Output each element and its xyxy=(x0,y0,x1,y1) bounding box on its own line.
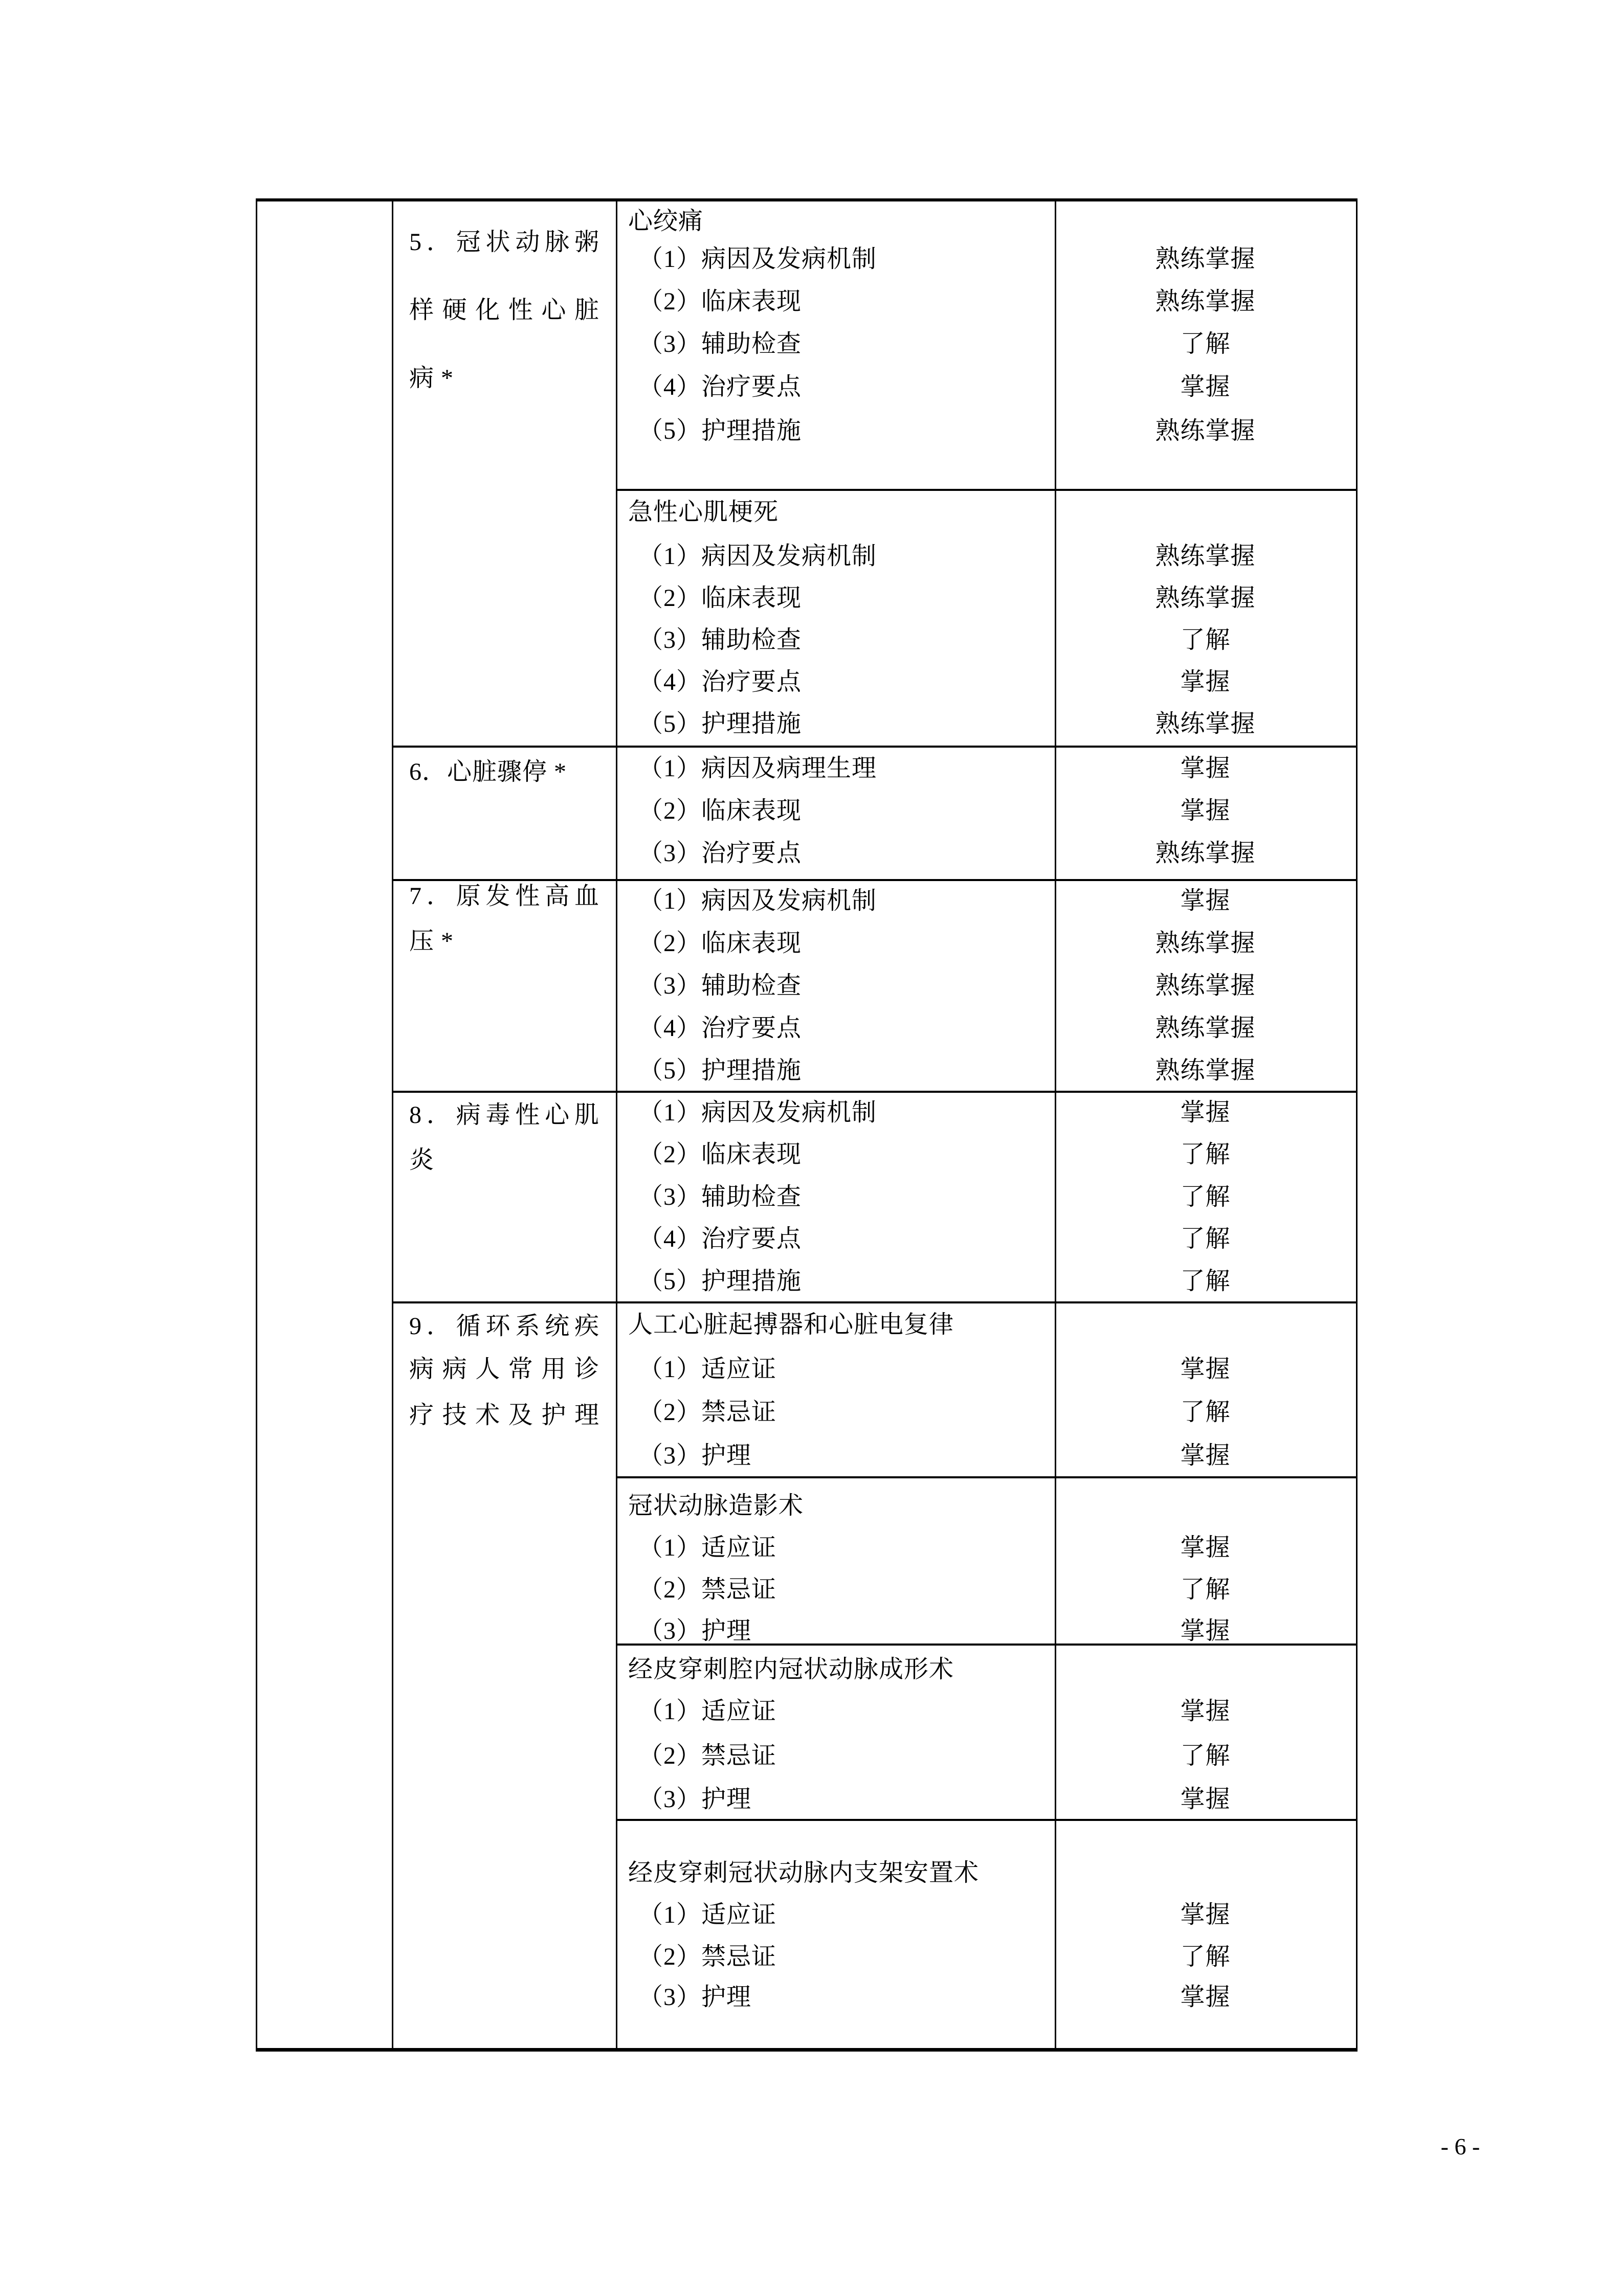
item-label: （3）辅助检查 xyxy=(638,626,802,654)
item-label: （1）病因及发病机制 xyxy=(638,245,877,273)
table-border-bottom xyxy=(256,2048,1358,2052)
item-label: （4）治疗要点 xyxy=(638,1015,802,1042)
item-label: （1）病因及发病机制 xyxy=(638,543,877,570)
item-level: 熟练掌握 xyxy=(1155,930,1256,957)
section-title-line: 压 * xyxy=(409,928,454,955)
item-level: 了解 xyxy=(1180,1576,1231,1603)
item-label: （2）临床表现 xyxy=(638,1141,802,1168)
item-label: （1）适应证 xyxy=(638,1698,777,1725)
item-label: （2）临床表现 xyxy=(638,584,802,612)
item-label: （4）治疗要点 xyxy=(638,1225,802,1252)
section-title-line: 样硬化性心脏 xyxy=(409,297,599,324)
block-header: 人工心脏起搏器和心脏电复律 xyxy=(628,1311,954,1338)
section-title-line: 炎 xyxy=(409,1146,435,1174)
section-title-line: 病 * xyxy=(409,365,454,392)
section-title-line: 疗技术及护理 xyxy=(409,1402,599,1429)
syllabus-table xyxy=(256,198,1358,2052)
item-level: 熟练掌握 xyxy=(1155,710,1256,737)
item-level: 掌握 xyxy=(1180,1698,1231,1725)
item-label: （2）禁忌证 xyxy=(638,1742,777,1769)
item-level: 掌握 xyxy=(1180,1099,1231,1126)
page-number: - 6 - xyxy=(1440,2133,1480,2159)
item-label: （1）适应证 xyxy=(638,1534,777,1561)
block-header: 经皮穿刺冠状动脉内支架安置术 xyxy=(628,1859,980,1886)
item-level: 掌握 xyxy=(1180,797,1231,824)
item-label: （3）辅助检查 xyxy=(638,972,802,999)
item-level: 熟练掌握 xyxy=(1155,417,1256,444)
item-label: （4）治疗要点 xyxy=(638,668,802,695)
item-label: （2）临床表现 xyxy=(638,797,802,824)
block-header: 急性心肌梗死 xyxy=(628,499,779,526)
item-level: 熟练掌握 xyxy=(1155,840,1256,867)
item-level: 了解 xyxy=(1180,1943,1231,1970)
item-level: 熟练掌握 xyxy=(1155,543,1256,570)
item-level: 掌握 xyxy=(1180,373,1231,400)
item-level: 熟练掌握 xyxy=(1155,245,1256,273)
item-label: （2）临床表现 xyxy=(638,288,802,315)
item-label: （3）辅助检查 xyxy=(638,1183,802,1210)
item-label: （2）禁忌证 xyxy=(638,1943,777,1970)
item-level: 掌握 xyxy=(1180,1617,1231,1645)
item-level: 掌握 xyxy=(1180,1356,1231,1383)
item-level: 了解 xyxy=(1180,1141,1231,1168)
item-label: （3）护理 xyxy=(638,1442,752,1469)
item-level: 掌握 xyxy=(1180,1534,1231,1561)
item-level: 掌握 xyxy=(1180,1984,1231,2011)
block-header: 冠状动脉造影术 xyxy=(628,1492,804,1519)
item-label: （4）治疗要点 xyxy=(638,373,802,400)
item-level: 熟练掌握 xyxy=(1155,584,1256,612)
item-level: 熟练掌握 xyxy=(1155,1015,1256,1042)
item-label: （5）护理措施 xyxy=(638,1268,802,1295)
section-title-line: 5．冠状动脉粥 xyxy=(409,229,599,256)
item-label: （3）辅助检查 xyxy=(638,330,802,357)
section-title-line: 6．心脏骤停 * xyxy=(409,758,567,785)
item-level: 掌握 xyxy=(1180,1786,1231,1813)
section-title-line: 7．原发性高血 xyxy=(409,883,599,910)
table-border-right xyxy=(1356,198,1358,2052)
item-label: （2）禁忌证 xyxy=(638,1576,777,1603)
item-label: （1）病因及病理生理 xyxy=(638,755,877,782)
section-title-line: 9．循环系统疾 xyxy=(409,1313,599,1340)
item-level: 了解 xyxy=(1180,1268,1231,1295)
item-level: 了解 xyxy=(1180,330,1231,357)
section-title-line: 8．病毒性心肌 xyxy=(409,1101,599,1129)
item-label: （5）护理措施 xyxy=(638,1057,802,1084)
section-title-line: 病病人常用诊 xyxy=(409,1356,599,1383)
item-label: （2）临床表现 xyxy=(638,930,802,957)
item-label: （2）禁忌证 xyxy=(638,1399,777,1426)
item-level: 了解 xyxy=(1180,1225,1231,1252)
item-label: （1）病因及发病机制 xyxy=(638,887,877,914)
item-level: 掌握 xyxy=(1180,1442,1231,1469)
block-header: 经皮穿刺腔内冠状动脉成形术 xyxy=(628,1656,954,1683)
item-label: （3）护理 xyxy=(638,1617,752,1645)
item-level: 掌握 xyxy=(1180,887,1231,914)
item-level: 掌握 xyxy=(1180,1901,1231,1928)
item-level: 熟练掌握 xyxy=(1155,1057,1256,1084)
item-label: （1）适应证 xyxy=(638,1356,777,1383)
item-label: （1）病因及发病机制 xyxy=(638,1099,877,1126)
item-level: 掌握 xyxy=(1180,755,1231,782)
item-level: 了解 xyxy=(1180,1399,1231,1426)
item-label: （1）适应证 xyxy=(638,1901,777,1928)
item-level: 了解 xyxy=(1180,1742,1231,1769)
table-border-left xyxy=(256,198,257,2052)
item-label: （3）治疗要点 xyxy=(638,840,802,867)
item-label: （5）护理措施 xyxy=(638,710,802,737)
item-level: 了解 xyxy=(1180,626,1231,654)
column-divider xyxy=(616,198,617,2052)
item-label: （3）护理 xyxy=(638,1786,752,1813)
column-divider xyxy=(392,198,393,2052)
item-label: （3）护理 xyxy=(638,1984,752,2011)
item-level: 熟练掌握 xyxy=(1155,288,1256,315)
item-level: 了解 xyxy=(1180,1183,1231,1210)
item-label: （5）护理措施 xyxy=(638,417,802,444)
item-level: 掌握 xyxy=(1180,668,1231,695)
item-level: 熟练掌握 xyxy=(1155,972,1256,999)
block-header: 心绞痛 xyxy=(628,208,704,235)
